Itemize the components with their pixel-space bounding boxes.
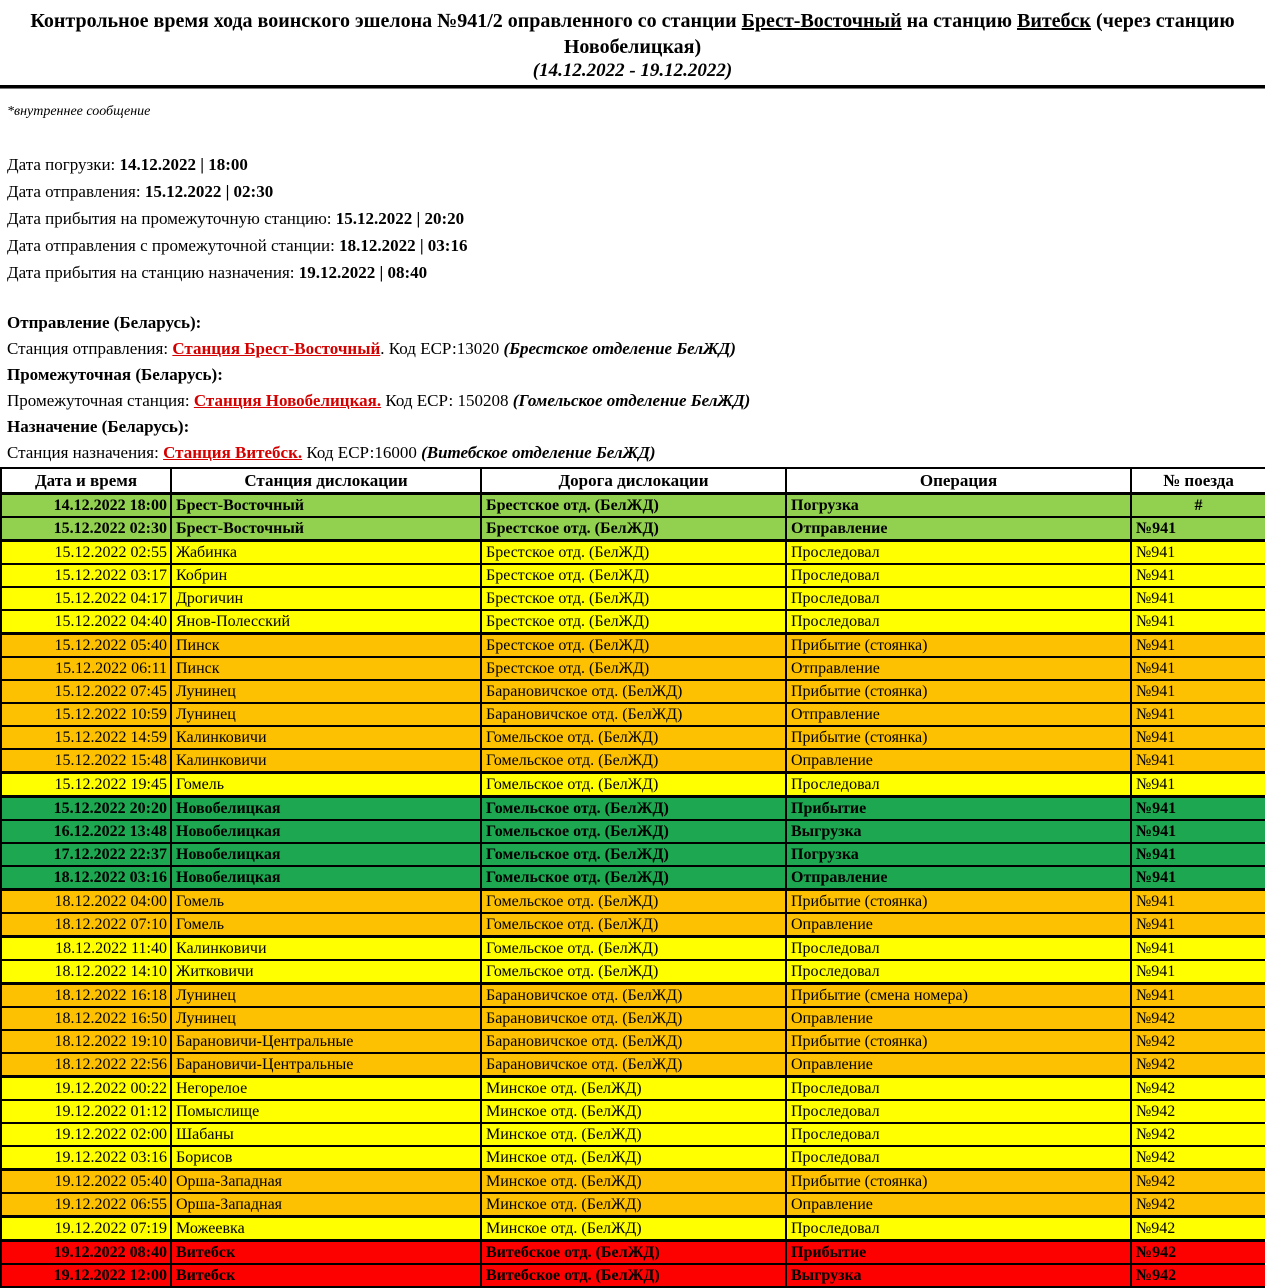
cell-train-number: №942 <box>1131 1030 1265 1053</box>
cell-datetime: 16.12.2022 13:48 <box>1 820 171 843</box>
cell-station: Борисов <box>171 1146 481 1170</box>
cell-operation: Отправление <box>786 866 1131 890</box>
cell-station: Помыслище <box>171 1100 481 1123</box>
table-row <box>1 680 1265 703</box>
cell-datetime: 15.12.2022 02:30 <box>1 517 171 541</box>
table-row <box>1 1053 1265 1077</box>
cell-datetime: 18.12.2022 22:56 <box>1 1053 171 1077</box>
cell-operation: Проследовал <box>786 587 1131 610</box>
destination-division: (Витебское отделение БелЖД) <box>421 443 656 462</box>
cell-operation: Проследовал <box>786 1077 1131 1101</box>
cell-road: Гомельское отд. (БелЖД) <box>481 773 786 797</box>
cell-road: Гомельское отд. (БелЖД) <box>481 726 786 749</box>
cell-datetime: 19.12.2022 03:16 <box>1 1146 171 1170</box>
table-row <box>1 1170 1265 1194</box>
cell-road: Гомельское отд. (БелЖД) <box>481 843 786 866</box>
cell-station: Лунинец <box>171 984 481 1008</box>
cell-station: Калинковичи <box>171 937 481 961</box>
cell-station: Калинковичи <box>171 749 481 773</box>
cell-operation: Проследовал <box>786 1217 1131 1241</box>
cell-station: Орша-Западная <box>171 1170 481 1194</box>
cell-operation: Оправление <box>786 1053 1131 1077</box>
title-text-1: Контрольное время хода воинского эшелона №941/2 оправленного со станции <box>30 10 742 32</box>
title-date-range: (14.12.2022 - 19.12.2022) <box>532 60 733 81</box>
cell-road: Минское отд. (БелЖД) <box>481 1170 786 1194</box>
destination-code: Код ЕСР:16000 <box>306 443 422 462</box>
cell-station: Гомель <box>171 913 481 937</box>
intermediate-station-link[interactable]: Станция Новобелицкая. <box>193 391 382 410</box>
table-row <box>1 1146 1265 1170</box>
departure-line <box>7 336 1265 362</box>
cell-road: Гомельское отд. (БелЖД) <box>481 797 786 821</box>
cell-datetime: 15.12.2022 05:40 <box>1 634 171 658</box>
table-row <box>1 960 1265 984</box>
departure-separator: . <box>380 339 389 358</box>
cell-operation: Прибытие (стоянка) <box>786 634 1131 658</box>
cell-train-number: №941 <box>1131 541 1265 565</box>
table-row <box>1 587 1265 610</box>
cell-road: Минское отд. (БелЖД) <box>481 1146 786 1170</box>
table-row <box>1 749 1265 773</box>
cell-datetime: 15.12.2022 15:48 <box>1 749 171 773</box>
cell-operation: Оправление <box>786 1193 1131 1217</box>
cell-train-number: №941 <box>1131 960 1265 984</box>
cell-station: Витебск <box>171 1241 481 1265</box>
cell-operation: Выгрузка <box>786 820 1131 843</box>
cell-train-number: №942 <box>1131 1007 1265 1030</box>
horizontal-rule <box>0 85 1265 89</box>
cell-road: Витебское отд. (БелЖД) <box>481 1241 786 1265</box>
cell-road: Брестское отд. (БелЖД) <box>481 494 786 518</box>
cell-station: Витебск <box>171 1264 481 1287</box>
cell-operation: Проследовал <box>786 773 1131 797</box>
intermediate-label: Промежуточная станция: <box>7 391 194 410</box>
cell-datetime: 19.12.2022 00:22 <box>1 1077 171 1101</box>
summary-value: 15.12.2022 | 20:20 <box>335 209 465 228</box>
cell-train-number: №941 <box>1131 843 1265 866</box>
cell-train-number: №941 <box>1131 984 1265 1008</box>
table-row <box>1 1007 1265 1030</box>
cell-station: Пинск <box>171 634 481 658</box>
cell-operation: Проследовал <box>786 1100 1131 1123</box>
table-row <box>1 726 1265 749</box>
header-cell-road: Дорога дислокации <box>481 468 786 494</box>
cell-station: Жабинка <box>171 541 481 565</box>
cell-datetime: 18.12.2022 07:10 <box>1 913 171 937</box>
cell-datetime: 19.12.2022 07:19 <box>1 1217 171 1241</box>
table-row <box>1 1030 1265 1053</box>
cell-road: Барановичское отд. (БелЖД) <box>481 703 786 726</box>
cell-datetime: 19.12.2022 06:55 <box>1 1193 171 1217</box>
header-cell-train-number: № поезда <box>1131 468 1265 494</box>
schedule-table-body <box>1 494 1265 1288</box>
cell-road: Гомельское отд. (БелЖД) <box>481 913 786 937</box>
summary-block <box>7 151 1265 286</box>
departure-division: (Брестское отделение БелЖД) <box>503 339 736 358</box>
cell-operation: Прибытие (стоянка) <box>786 1030 1131 1053</box>
title-station-from: Брест-Восточный <box>741 10 902 32</box>
cell-station: Барановичи-Центральные <box>171 1053 481 1077</box>
cell-operation: Выгрузка <box>786 1264 1131 1287</box>
page-title <box>0 0 1265 60</box>
cell-operation: Прибытие (стоянка) <box>786 680 1131 703</box>
cell-operation: Проследовал <box>786 564 1131 587</box>
cell-operation: Отправление <box>786 703 1131 726</box>
cell-station: Житковичи <box>171 960 481 984</box>
cell-road: Гомельское отд. (БелЖД) <box>481 866 786 890</box>
summary-line-intermediate-arrival <box>7 205 1265 232</box>
cell-train-number: №941 <box>1131 866 1265 890</box>
cell-datetime: 15.12.2022 04:17 <box>1 587 171 610</box>
cell-train-number: №941 <box>1131 749 1265 773</box>
cell-road: Брестское отд. (БелЖД) <box>481 634 786 658</box>
cell-datetime: 14.12.2022 18:00 <box>1 494 171 518</box>
table-row <box>1 937 1265 961</box>
cell-road: Барановичское отд. (БелЖД) <box>481 984 786 1008</box>
summary-line-intermediate-departure <box>7 232 1265 259</box>
cell-train-number: №941 <box>1131 564 1265 587</box>
cell-train-number: №941 <box>1131 680 1265 703</box>
cell-station: Дрогичин <box>171 587 481 610</box>
table-row <box>1 1193 1265 1217</box>
cell-datetime: 19.12.2022 05:40 <box>1 1170 171 1194</box>
schedule-table <box>0 467 1265 1288</box>
departure-label: Станция отправления: <box>7 339 173 358</box>
cell-datetime: 18.12.2022 11:40 <box>1 937 171 961</box>
cell-station: Можеевка <box>171 1217 481 1241</box>
table-row <box>1 1217 1265 1241</box>
cell-station: Орша-Западная <box>171 1193 481 1217</box>
cell-train-number: №942 <box>1131 1053 1265 1077</box>
summary-line-destination-arrival <box>7 259 1265 286</box>
cell-road: Брестское отд. (БелЖД) <box>481 517 786 541</box>
summary-line-departure <box>7 178 1265 205</box>
cell-operation: Прибытие (смена номера) <box>786 984 1131 1008</box>
cell-train-number: №941 <box>1131 703 1265 726</box>
table-header-row <box>1 468 1265 494</box>
summary-label: Дата отправления с промежуточной станции: <box>7 236 340 255</box>
cell-train-number: №941 <box>1131 726 1265 749</box>
cell-station: Шабаны <box>171 1123 481 1146</box>
cell-datetime: 18.12.2022 16:50 <box>1 1007 171 1030</box>
table-row <box>1 773 1265 797</box>
table-row <box>1 890 1265 914</box>
cell-station: Калинковичи <box>171 726 481 749</box>
cell-train-number: №941 <box>1131 773 1265 797</box>
table-row <box>1 1241 1265 1265</box>
cell-station: Пинск <box>171 657 481 680</box>
cell-road: Минское отд. (БелЖД) <box>481 1100 786 1123</box>
stations-block <box>7 310 1265 466</box>
cell-train-number: №941 <box>1131 797 1265 821</box>
cell-station: Гомель <box>171 890 481 914</box>
header-cell-operation: Операция <box>786 468 1131 494</box>
title-text-3: (через станцию <box>1090 10 1235 32</box>
cell-datetime: 18.12.2022 04:00 <box>1 890 171 914</box>
cell-operation: Оправление <box>786 749 1131 773</box>
destination-heading: Назначение (Беларусь): <box>7 417 190 436</box>
table-row <box>1 843 1265 866</box>
table-row <box>1 797 1265 821</box>
table-row <box>1 703 1265 726</box>
cell-operation: Оправление <box>786 1007 1131 1030</box>
summary-label: Дата погрузки: <box>7 155 120 174</box>
cell-operation: Прибытие <box>786 1241 1131 1265</box>
cell-datetime: 15.12.2022 04:40 <box>1 610 171 634</box>
cell-operation: Прибытие (стоянка) <box>786 1170 1131 1194</box>
cell-station: Брест-Восточный <box>171 494 481 518</box>
cell-datetime: 15.12.2022 14:59 <box>1 726 171 749</box>
cell-operation: Проследовал <box>786 1146 1131 1170</box>
cell-train-number: №942 <box>1131 1077 1265 1101</box>
cell-road: Барановичское отд. (БелЖД) <box>481 1053 786 1077</box>
cell-datetime: 18.12.2022 19:10 <box>1 1030 171 1053</box>
cell-operation: Погрузка <box>786 843 1131 866</box>
cell-station: Новобелицкая <box>171 820 481 843</box>
cell-road: Брестское отд. (БелЖД) <box>481 587 786 610</box>
departure-heading: Отправление (Беларусь): <box>7 313 202 332</box>
cell-train-number: №942 <box>1131 1170 1265 1194</box>
intermediate-line <box>7 388 1265 414</box>
intermediate-heading: Промежуточная (Беларусь): <box>7 365 223 384</box>
summary-label: Дата отправления: <box>7 182 145 201</box>
intermediate-code: Код ЕСР: 150208 <box>385 391 513 410</box>
summary-value: 19.12.2022 | 08:40 <box>298 263 428 282</box>
cell-datetime: 19.12.2022 02:00 <box>1 1123 171 1146</box>
cell-station: Барановичи-Центральные <box>171 1030 481 1053</box>
table-row <box>1 517 1265 541</box>
destination-station-link[interactable]: Станция Витебск. <box>163 443 303 462</box>
cell-train-number: №941 <box>1131 890 1265 914</box>
table-row <box>1 913 1265 937</box>
internal-note: *внутреннее сообщение <box>7 104 151 119</box>
cell-operation: Отправление <box>786 517 1131 541</box>
cell-train-number: №942 <box>1131 1217 1265 1241</box>
cell-operation: Оправление <box>786 913 1131 937</box>
cell-station: Лунинец <box>171 703 481 726</box>
title-text-4: Новобелицкая) <box>563 36 702 58</box>
table-row <box>1 494 1265 518</box>
summary-value: 18.12.2022 | 03:16 <box>339 236 468 255</box>
table-row <box>1 866 1265 890</box>
cell-train-number: №942 <box>1131 1123 1265 1146</box>
cell-road: Гомельское отд. (БелЖД) <box>481 749 786 773</box>
cell-station: Брест-Восточный <box>171 517 481 541</box>
cell-datetime: 15.12.2022 19:45 <box>1 773 171 797</box>
cell-train-number: №941 <box>1131 517 1265 541</box>
cell-road: Брестское отд. (БелЖД) <box>481 657 786 680</box>
cell-train-number: №941 <box>1131 610 1265 634</box>
cell-datetime: 19.12.2022 01:12 <box>1 1100 171 1123</box>
cell-datetime: 15.12.2022 20:20 <box>1 797 171 821</box>
cell-road: Гомельское отд. (БелЖД) <box>481 960 786 984</box>
summary-label: Дата прибытия на станцию назначения: <box>7 263 299 282</box>
cell-train-number: №942 <box>1131 1241 1265 1265</box>
cell-datetime: 19.12.2022 12:00 <box>1 1264 171 1287</box>
cell-train-number: №941 <box>1131 634 1265 658</box>
cell-datetime: 15.12.2022 10:59 <box>1 703 171 726</box>
cell-datetime: 17.12.2022 22:37 <box>1 843 171 866</box>
cell-operation: Проследовал <box>786 960 1131 984</box>
cell-train-number: # <box>1131 494 1265 518</box>
summary-label: Дата прибытия на промежуточную станцию: <box>7 209 336 228</box>
cell-road: Барановичское отд. (БелЖД) <box>481 680 786 703</box>
cell-road: Гомельское отд. (БелЖД) <box>481 890 786 914</box>
cell-train-number: №941 <box>1131 937 1265 961</box>
cell-road: Гомельское отд. (БелЖД) <box>481 937 786 961</box>
header-cell-datetime: Дата и время <box>1 468 171 494</box>
departure-station-link[interactable]: Станция Брест-Восточный <box>172 339 381 358</box>
table-row <box>1 610 1265 634</box>
destination-line <box>7 440 1265 466</box>
cell-station: Лунинец <box>171 1007 481 1030</box>
cell-station: Новобелицкая <box>171 797 481 821</box>
table-row <box>1 657 1265 680</box>
table-row <box>1 1100 1265 1123</box>
cell-operation: Проследовал <box>786 610 1131 634</box>
cell-train-number: №941 <box>1131 587 1265 610</box>
title-station-to: Витебск <box>1016 10 1091 32</box>
title-text-2: на станцию <box>901 10 1017 32</box>
cell-road: Брестское отд. (БелЖД) <box>481 564 786 587</box>
cell-operation: Проследовал <box>786 937 1131 961</box>
cell-train-number: №942 <box>1131 1146 1265 1170</box>
cell-datetime: 19.12.2022 08:40 <box>1 1241 171 1265</box>
cell-train-number: №942 <box>1131 1100 1265 1123</box>
cell-road: Брестское отд. (БелЖД) <box>481 610 786 634</box>
cell-operation: Отправление <box>786 657 1131 680</box>
cell-road: Барановичское отд. (БелЖД) <box>481 1007 786 1030</box>
cell-train-number: №941 <box>1131 820 1265 843</box>
cell-datetime: 15.12.2022 02:55 <box>1 541 171 565</box>
table-row <box>1 541 1265 565</box>
cell-station: Янов-Полесский <box>171 610 481 634</box>
table-row <box>1 564 1265 587</box>
cell-road: Минское отд. (БелЖД) <box>481 1217 786 1241</box>
header-cell-station: Станция дислокации <box>171 468 481 494</box>
cell-operation: Прибытие (стоянка) <box>786 890 1131 914</box>
cell-datetime: 15.12.2022 07:45 <box>1 680 171 703</box>
cell-datetime: 15.12.2022 06:11 <box>1 657 171 680</box>
summary-line-loading <box>7 151 1265 178</box>
cell-train-number: №942 <box>1131 1264 1265 1287</box>
summary-value: 14.12.2022 | 18:00 <box>119 155 248 174</box>
cell-train-number: №941 <box>1131 913 1265 937</box>
cell-operation: Погрузка <box>786 494 1131 518</box>
cell-station: Гомель <box>171 773 481 797</box>
cell-road: Минское отд. (БелЖД) <box>481 1123 786 1146</box>
cell-road: Витебское отд. (БелЖД) <box>481 1264 786 1287</box>
cell-station: Лунинец <box>171 680 481 703</box>
cell-station: Кобрин <box>171 564 481 587</box>
table-row <box>1 1264 1265 1287</box>
cell-train-number: №942 <box>1131 1193 1265 1217</box>
cell-road: Гомельское отд. (БелЖД) <box>481 820 786 843</box>
cell-datetime: 15.12.2022 03:17 <box>1 564 171 587</box>
destination-label: Станция назначения: <box>7 443 164 462</box>
cell-operation: Проследовал <box>786 541 1131 565</box>
cell-operation: Проследовал <box>786 1123 1131 1146</box>
cell-station: Негорелое <box>171 1077 481 1101</box>
cell-road: Барановичское отд. (БелЖД) <box>481 1030 786 1053</box>
cell-road: Минское отд. (БелЖД) <box>481 1193 786 1217</box>
table-row <box>1 634 1265 658</box>
summary-value: 15.12.2022 | 02:30 <box>144 182 274 201</box>
intermediate-division: (Гомельское отделение БелЖД) <box>512 391 751 410</box>
cell-train-number: №941 <box>1131 657 1265 680</box>
cell-datetime: 18.12.2022 16:18 <box>1 984 171 1008</box>
cell-road: Брестское отд. (БелЖД) <box>481 541 786 565</box>
cell-station: Новобелицкая <box>171 866 481 890</box>
table-row <box>1 820 1265 843</box>
table-row <box>1 1077 1265 1101</box>
cell-operation: Прибытие <box>786 797 1131 821</box>
table-row <box>1 984 1265 1008</box>
cell-road: Минское отд. (БелЖД) <box>481 1077 786 1101</box>
cell-operation: Прибытие (стоянка) <box>786 726 1131 749</box>
cell-datetime: 18.12.2022 14:10 <box>1 960 171 984</box>
cell-datetime: 18.12.2022 03:16 <box>1 866 171 890</box>
cell-station: Новобелицкая <box>171 843 481 866</box>
table-row <box>1 1123 1265 1146</box>
departure-code: Код ЕСР:13020 <box>388 339 504 358</box>
